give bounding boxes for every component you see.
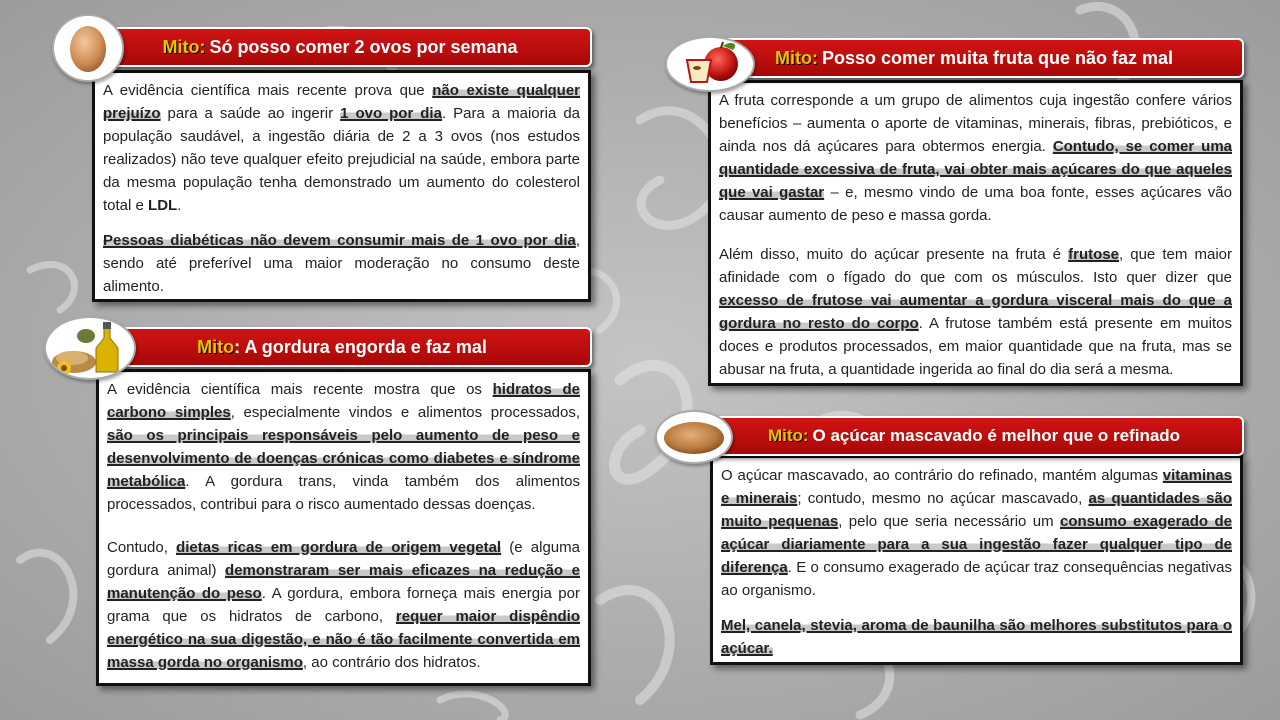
text-run: (e alguma gordura animal) (107, 539, 580, 579)
egg-icon (52, 14, 124, 82)
text-run: . Para a maioria da população saudável, a ingestão diária de 2 a 3 ovos (nos estudos realizados) não teve qualquer efeito prejudicial na saúde, embora parte da mesma população tenha demonstrado um aumento do colesterol total e (103, 105, 581, 214)
text-run: . A gordura trans, vinda também dos alimentos processados, contribui para o risco aumentado dessas doenças. (107, 473, 580, 513)
highlight-text: frutose (1068, 246, 1119, 263)
myth-title-banner (92, 327, 592, 367)
text-run: para a saúde ao ingerir (160, 105, 341, 122)
text-run: ; contudo, mesmo no açúcar mascavado, (797, 490, 1089, 507)
text-run: , ao contrário dos hidratos. (302, 654, 481, 671)
text-run: , sendo até preferível uma maior moderação no consumo deste alimento. (103, 232, 580, 295)
text-run: O açúcar mascavado, ao contrário do refinado, mantém algumas (721, 467, 1163, 484)
sugar-paragraph-1 (721, 464, 1232, 602)
eggs-paragraph-2 (103, 229, 580, 298)
brown-sugar-icon (655, 410, 733, 464)
text-run: A fruta corresponde a um grupo de alimentos cuja ingestão confere vários benefícios – aumenta o aporte de vitaminas, minerais, fibras, prebióticos, e ainda nos dá açúcares para obtermos energia. (719, 92, 1232, 155)
highlight-text: 1 ovo por dia (340, 105, 442, 122)
fat-paragraph-1 (107, 378, 580, 516)
highlight-text: Mel, canela, stevia, aroma de baunilha são melhores substitutos para o açúcar. (721, 617, 1232, 657)
text-run: Além disso, muito do açúcar presente na fruta é (719, 246, 1069, 263)
myth-card-fat-body (96, 369, 591, 686)
sugar-paragraph-2 (721, 614, 1232, 660)
highlight-text: as quantidades são muito pequenas (721, 490, 1232, 530)
highlight-text: dietas ricas em gordura de origem vegetal (176, 539, 502, 556)
highlight-text: hidratos de carbono simples (107, 381, 580, 421)
text-run: . A frutose também está presente em muitos doces e produtos processados, em maior quantidade que na fruta, mas se abusar na fruta, a quantidade ingerida ao final do dia será a mesma. (719, 315, 1232, 378)
eggs-paragraph-1 (103, 79, 580, 217)
highlight-text: consumo exagerado de açúcar diariamente para a sua ingestão fazer qualquer tipo de diferença (721, 513, 1232, 576)
myth-title: Só posso comer 2 ovos por semana (209, 36, 518, 57)
oil-seeds-icon (44, 316, 136, 380)
myth-title-banner (704, 38, 1244, 78)
fruit-paragraph-1 (719, 89, 1232, 227)
text-run: . (177, 197, 182, 214)
myth-label: Mito: (767, 426, 809, 445)
highlight-text: demonstraram ser mais eficazes na redução e manutenção do peso (107, 562, 580, 602)
myth-card-sugar-body (710, 455, 1243, 665)
apple-icon (665, 36, 755, 92)
myth-label: Mito: (774, 47, 818, 68)
text-run: Contudo, (107, 539, 177, 556)
myth-label: Mito (197, 336, 235, 357)
fat-paragraph-2 (107, 536, 580, 674)
fruit-paragraph-2 (719, 243, 1232, 381)
myth-card-eggs-body (92, 70, 591, 302)
text-run: , que tem maior afinidade com o fígado do que com os músculos. Isto quer dizer que (719, 246, 1232, 286)
text-run: – e, mesmo vindo de uma boa fonte, esses açúcares vão causar aumento de peso e massa gorda. (719, 184, 1232, 224)
myth-title: O açúcar mascavado é melhor que o refinado (812, 426, 1181, 445)
myth-title: Posso comer muita fruta que não faz mal (821, 47, 1174, 68)
myth-title-banner (704, 416, 1244, 456)
text-run: . E o consumo exagerado de açúcar traz consequências negativas ao organismo. (721, 559, 1232, 599)
bold-text: LDL (148, 197, 178, 214)
highlight-text: Contudo, se comer uma quantidade excessiva de fruta, vai obter mais açúcares do que aqueles que vai gastar (719, 138, 1233, 201)
myth-label: Mito: (162, 36, 206, 57)
text-run: A evidência científica mais recente prova que (103, 82, 433, 99)
highlight-text: excesso de frutose vai aumentar a gordura visceral mais do que a gordura no resto do corpo (719, 292, 1232, 332)
highlight-text: não existe qualquer prejuízo (103, 82, 581, 122)
text-run: , especialmente vindos e alimentos processados, (230, 404, 581, 421)
myth-card-fruit-body (708, 80, 1243, 386)
myth-title-banner (88, 27, 592, 67)
text-run: . A gordura, embora forneça mais energia por grama que os hidratos de carbono, (107, 585, 580, 625)
highlight-text: vitaminas e minerais (721, 467, 1232, 507)
highlight-text: Pessoas diabéticas não devem consumir mais de 1 ovo por dia (103, 232, 576, 249)
highlight-text: requer maior dispêndio energético na sua digestão, e não é tão facilmente convertida em massa gorda no organismo (107, 608, 580, 671)
text-run: A evidência científica mais recente mostra que os (107, 381, 493, 398)
highlight-text: são os principais responsáveis pelo aumento de peso e desenvolvimento de doenças crónicas como diabetes e síndrome metabólica (107, 427, 580, 490)
text-run: , pelo que seria necessário um (838, 513, 1060, 530)
myth-title: : A gordura engorda e faz mal (234, 336, 487, 357)
